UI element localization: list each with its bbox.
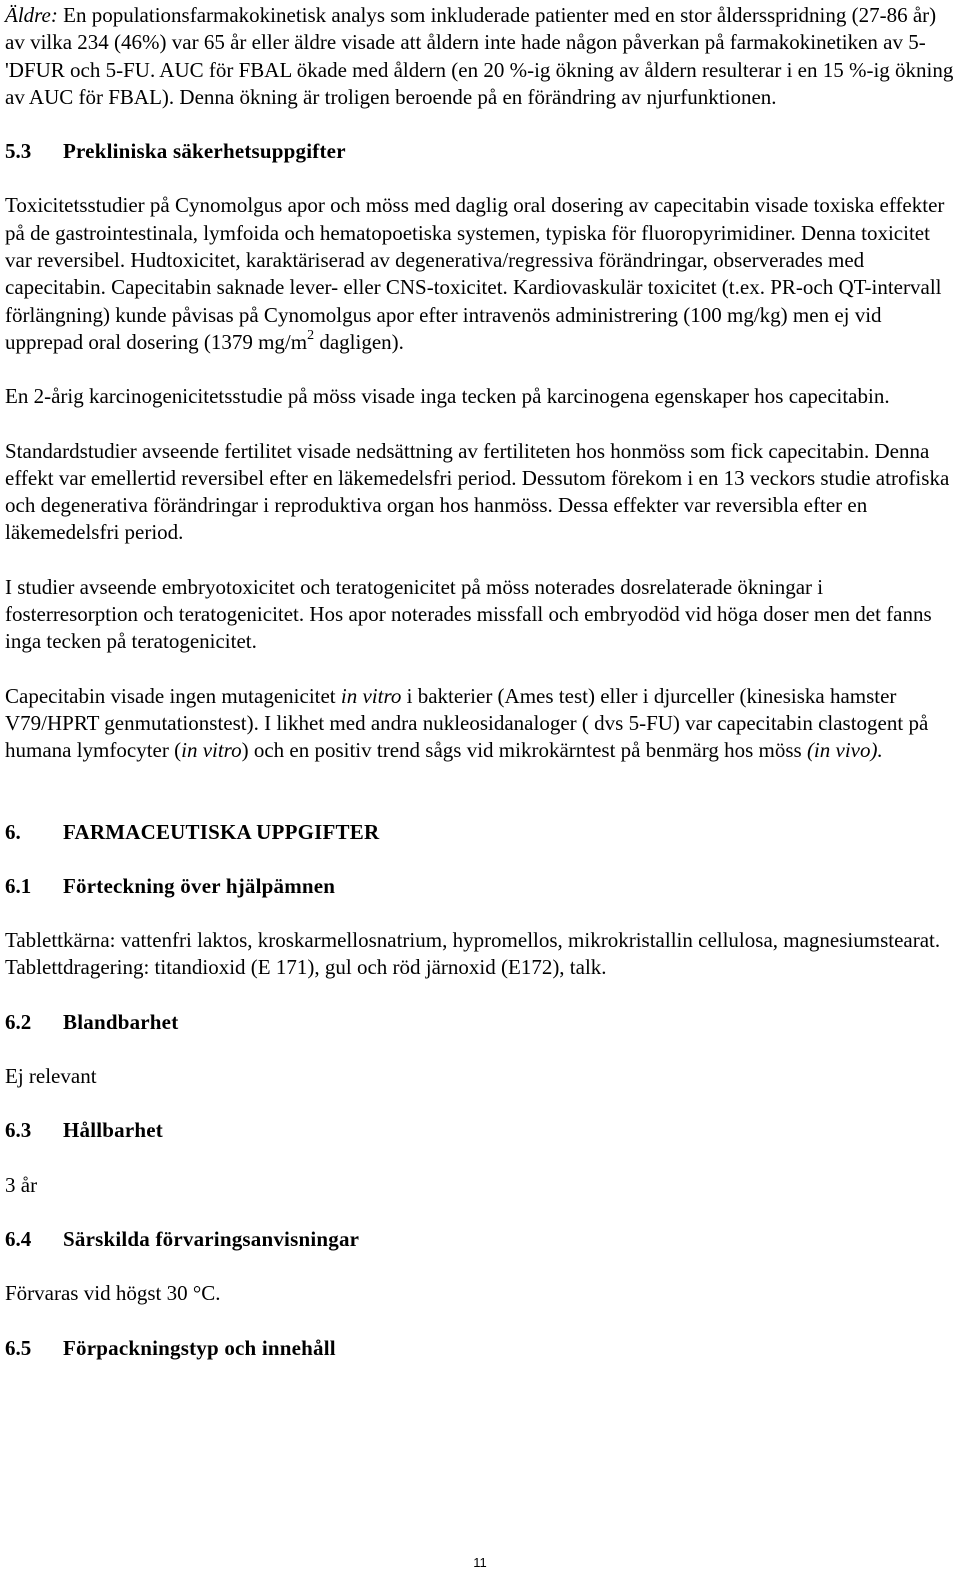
paragraph-aldre [5, 2, 955, 111]
heading-6-2 [5, 1009, 955, 1036]
paragraph-embryotoxicity: I studier avseende embryotoxicitet och teratogenicitet på möss noterades dosrelaterade ökningar i fosterresorption och teratogenicitet. Hos apor noterades missfall och embryodöd vid höga doser men det fanns inga tecken på teratogenicitet. [5, 574, 932, 654]
heading-5-3 [5, 138, 955, 165]
heading-6-4 [5, 1226, 955, 1253]
toxicity-text: Toxicitetsstudier på Cynomolgus apor och möss med daglig oral dosering av capecitabin visade toxiska effekter på de gastrointestinala, lymfoida och hematopoetiska systemen, typiska för fluoropyrimidiner. Denna toxicitet var reversibel. Hudtoxicitet, karaktäriserad av degenerativa/regressiva förändringar, observerades med capecitabin. Capecitabin saknade lever- eller CNS-toxicitet. Kardiovaskulär toxicitet (t.ex. PR-och QT-intervall förlängning) kunde påvisas på Cynomolgus apor efter intravenös administrering (100 mg/kg) men ej vid upprepad oral dosering (1379 mg/m [5, 193, 945, 354]
document-page [5, 2, 955, 1362]
paragraph-storage: Förvaras vid högst 30 °C. [5, 1281, 221, 1306]
heading-number: 6.1 [5, 873, 32, 898]
page-number: 11 [473, 1555, 487, 1570]
paragraph-tablet-coating: Tablettdragering: titandioxid (E 171), gul och röd järnoxid (E172), talk. [5, 955, 607, 980]
heading-number: 6.3 [5, 1118, 32, 1143]
heading-title: Prekliniska säkerhetsuppgifter [63, 139, 346, 164]
superscript-2: 2 [307, 327, 315, 343]
paragraph-fertility: Standardstudier avseende fertilitet visade nedsättning av fertiliteten hos honmöss som fick capecitabin. Denna effekt var emellertid reversibel efter en läkemedelsfri period. Dessutom förekom i en 13 veckors studie atrofiska och degenerativa förändringar i reproduktiva organ hos hanmöss. Dessa effekter var reversibla efter en läkemedelsfri period. [5, 438, 950, 545]
heading-6-1 [5, 873, 955, 900]
paragraph-tablet-core: Tablettkärna: vattenfri laktos, kroskarmellosnatrium, hypromellos, mikrokristallin cellulosa, magnesiumstearat. [5, 928, 941, 953]
paragraph-compatibility: Ej relevant [5, 1064, 97, 1089]
label-aldre: Äldre: [5, 3, 58, 27]
in-vitro-italic: in vitro [340, 683, 402, 708]
heading-6 [5, 819, 955, 846]
heading-title: Särskilda förvaringsanvisningar [63, 1226, 360, 1251]
heading-6-5 [5, 1335, 955, 1362]
heading-number: 6. [5, 819, 21, 844]
paragraph-mutagenicity [5, 683, 955, 765]
heading-number: 6.2 [5, 1009, 32, 1034]
mutagenicity-text-e: ) och en positiv trend sågs vid mikrokärntest på benmärg hos möss [241, 738, 807, 763]
in-vivo-italic: (in vivo). [806, 738, 883, 763]
heading-title: Blandbarhet [63, 1009, 179, 1034]
in-vitro-italic-2: in vitro [181, 738, 242, 763]
mutagenicity-text-c: i bakterier (Ames test) eller i djurceller (kinesiska hamster V79/HPRT genmutationstest). I likhet med andra nukleosidanaloger ( dvs 5-FU) var capecitabin clastogent på humana lymfocyter ( [5, 683, 929, 763]
heading-title: Hållbarhet [63, 1118, 163, 1143]
heading-title: FARMACEUTISKA UPPGIFTER [63, 819, 380, 844]
mutagenicity-text-a: Capecitabin visade ingen mutagenicitet [5, 683, 341, 708]
toxicity-text-end: dagligen). [314, 329, 404, 354]
heading-title: Förteckning över hjälpämnen [63, 873, 336, 898]
paragraph-carcinogenicity: En 2-årig karcinogenicitetsstudie på möss visade inga tecken på karcinogena egenskaper hos capecitabin. [5, 384, 890, 409]
heading-6-3 [5, 1117, 955, 1144]
heading-number: 5.3 [5, 139, 32, 164]
paragraph-shelf-life: 3 år [5, 1172, 38, 1197]
aldre-text: En populationsfarmakokinetisk analys som inkluderade patienter med en stor åldersspridning (27-86 år) av vilka 234 (46%) var 65 år eller äldre visade att åldern inte hade någon påverkan på farmakokinetiken av 5-'DFUR och 5-FU. AUC för FBAL ökade med åldern (en 20 %-ig ökning av åldern resulterar i en 15 %-ig ökning av AUC för FBAL). Denna ökning är troligen beroende på en förändring av njurfunktionen. [5, 3, 954, 109]
heading-title: Förpackningstyp och innehåll [63, 1335, 336, 1360]
paragraph-toxicity [5, 192, 955, 356]
heading-number: 6.5 [5, 1335, 32, 1360]
heading-number: 6.4 [5, 1226, 32, 1251]
